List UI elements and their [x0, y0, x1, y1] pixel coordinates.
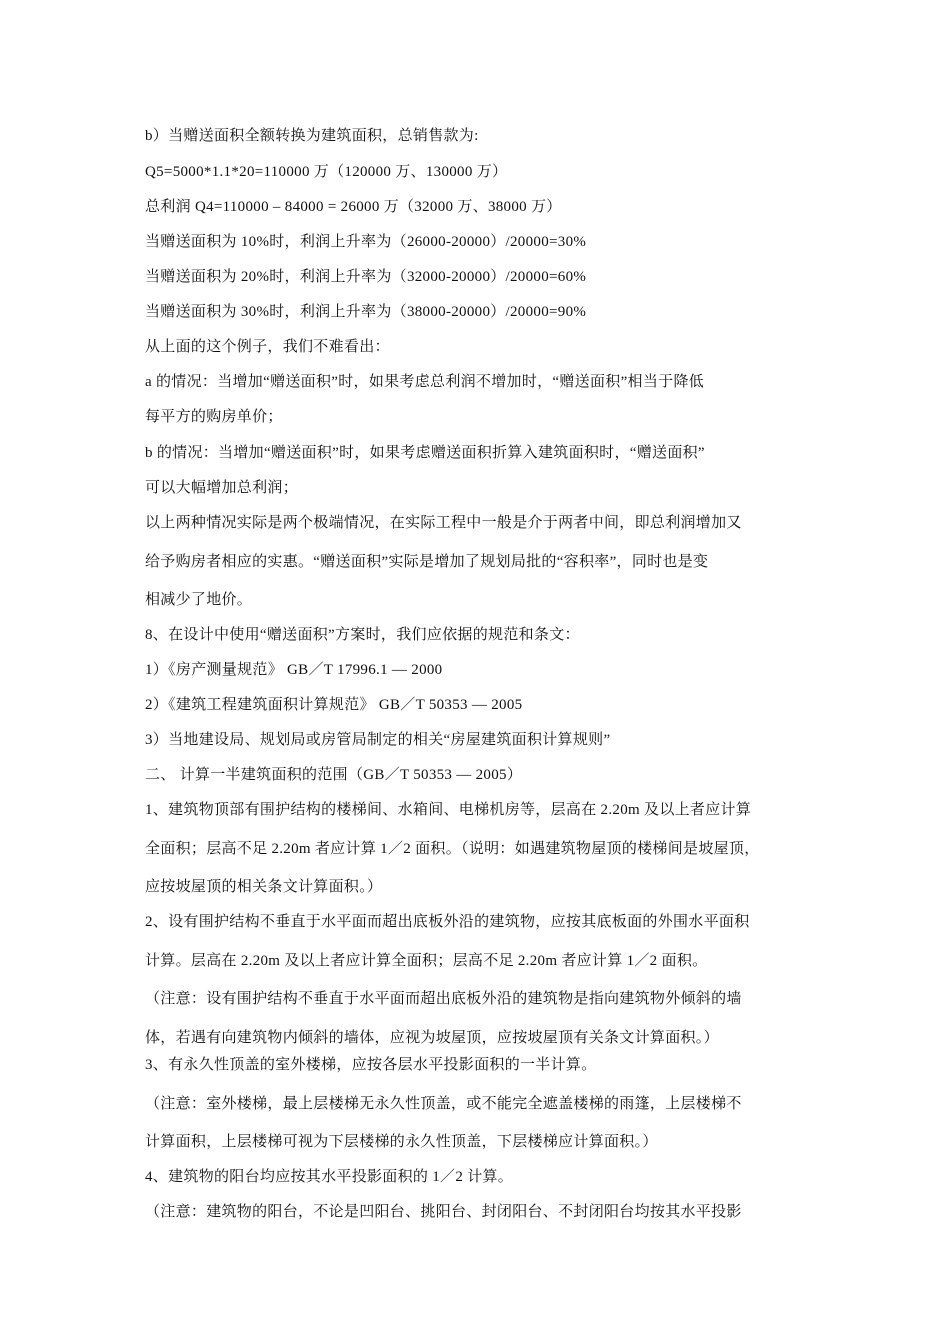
text-line: 2、设有围护结构不垂直于水平面而超出底板外沿的建筑物，应按其底板面的外围水平面积	[145, 914, 750, 930]
text-line: b 的情况：当增加“赠送面积”时，如果考虑赠送面积折算入建筑面积时，“赠送面积”	[145, 445, 705, 461]
text-line: （注意：设有围护结构不垂直于水平面而超出底板外沿的建筑物是指向建筑物外倾斜的墙	[145, 991, 742, 1007]
text-line: 当赠送面积为 10%时，利润上升率为（26000-20000）/20000=30%	[145, 234, 587, 250]
text-line: 以上两种情况实际是两个极端情况，在实际工程中一般是介于两者中间，即总利润增加又	[145, 515, 742, 531]
text-line: 3、有永久性顶盖的室外楼梯，应按各层水平投影面积的一半计算。	[145, 1057, 597, 1073]
text-line: Q5=5000*1.1*20=110000 万（120000 万、130000 万）	[145, 164, 508, 180]
text-line: 体，若遇有向建筑物内倾斜的墙体，应视为坡屋顶，应按坡屋顶有关条文计算面积。）	[145, 1030, 719, 1046]
text-line: 每平方的购房单价；	[145, 409, 283, 425]
text-line: 从上面的这个例子，我们不难看出：	[145, 339, 390, 355]
text-line: 3）当地建设局、规划局或房管局制定的相关“房屋建筑面积计算规则”	[145, 732, 611, 748]
text-line: 可以大幅增加总利润；	[145, 480, 299, 496]
text-line: 相减少了地价。	[145, 592, 253, 608]
text-line: （注意：建筑物的阳台，不论是凹阳台、挑阳台、封闭阳台、不封闭阳台均按其水平投影	[145, 1204, 742, 1220]
text-line: 8、在设计中使用“赠送面积”方案时，我们应依据的规范和条文：	[145, 627, 580, 643]
text-line: 1）《房产测量规范》 GB／T 17996.1 — 2000	[145, 662, 443, 678]
text-line: 应按坡屋顶的相关条文计算面积。）	[145, 879, 383, 895]
text-line: b）当赠送面积全额转换为建筑面积，总销售款为:	[145, 128, 479, 144]
text-line: 全面积；层高不足 2.20m 者应计算 1／2 面积。（说明：如遇建筑物屋顶的楼梯间是坡屋顶，	[145, 841, 760, 857]
text-line: 当赠送面积为 20%时，利润上升率为（32000-20000）/20000=60%	[145, 269, 587, 285]
text-line: 总利润 Q4=110000 – 84000 = 26000 万（32000 万、38000 万）	[145, 199, 562, 215]
text-line: 计算面积，上层楼梯可视为下层楼梯的永久性顶盖，下层楼梯应计算面积。）	[145, 1134, 658, 1150]
text-line: 计算。层高在 2.20m 及以上者应计算全面积；层高不足 2.20m 者应计算 1／2 面积。	[145, 953, 708, 969]
text-line: 当赠送面积为 30%时，利润上升率为（38000-20000）/20000=90%	[145, 304, 587, 320]
text-line: a 的情况：当增加“赠送面积”时，如果考虑总利润不增加时，“赠送面积”相当于降低	[145, 374, 705, 390]
text-line: 1、建筑物顶部有围护结构的楼梯间、水箱间、电梯机房等，层高在 2.20m 及以上者应计算	[145, 802, 752, 818]
text-line: 2）《建筑工程建筑面积计算规范》 GB／T 50353 — 2005	[145, 697, 523, 713]
text-line: 4、建筑物的阳台均应按其水平投影面积的 1／2 计算。	[145, 1169, 514, 1185]
text-line: （注意：室外楼梯，最上层楼梯无永久性顶盖，或不能完全遮盖楼梯的雨篷，上层楼梯不	[145, 1096, 742, 1112]
section-heading: 二、 计算一半建筑面积的范围（GB／T 50353 — 2005）	[145, 767, 523, 783]
text-line: 给予购房者相应的实惠。“赠送面积”实际是增加了规划局批的“容积率”，同时也是变	[145, 554, 709, 570]
